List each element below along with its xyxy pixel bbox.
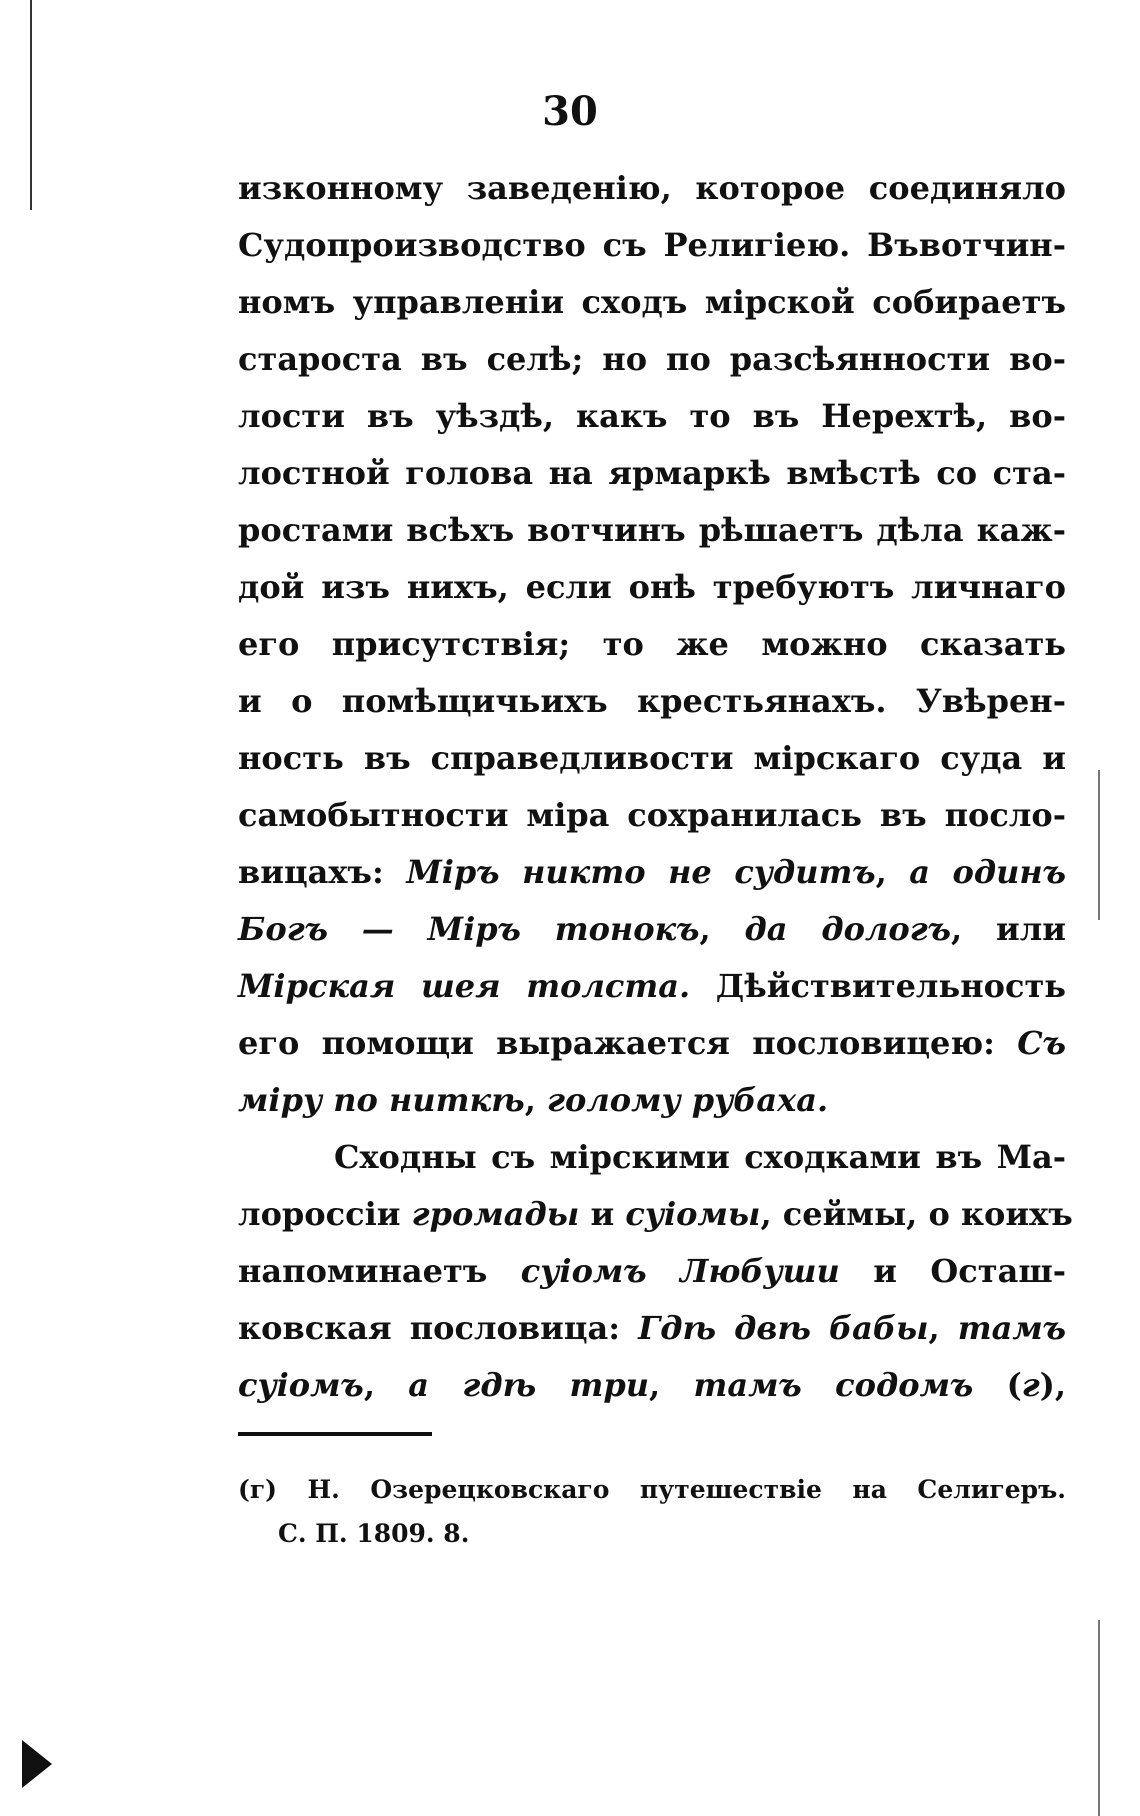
text-segment: С. П. 1809. 8. (278, 1519, 470, 1548)
italic-segment: а гдѣ три (408, 1366, 650, 1404)
italic-segment: а одинъ (909, 853, 1067, 891)
text-line (238, 730, 1066, 787)
italic-segment: громады (411, 1195, 580, 1233)
italic-segment: Богъ — Міръ тонокъ (238, 910, 700, 948)
text-line (238, 160, 1066, 217)
italic-segment: Н. Озерецковскаго (307, 1475, 610, 1504)
text-segment: ность въ справедливости мірскаго суда и (238, 739, 1066, 777)
text-segment: вицахъ: (238, 853, 407, 891)
text-segment: ), (1039, 1366, 1067, 1404)
italic-segment: Мірская шея толста. (238, 967, 691, 1005)
text-line (238, 1129, 1066, 1186)
italic-segment: тамъ содомъ (693, 1366, 974, 1404)
text-segment: ( (973, 1366, 1022, 1404)
text-segment: , (649, 1366, 694, 1404)
text-segment: ростами всѣхъ вотчинъ рѣшаетъ дѣла каж- (238, 511, 1066, 549)
body-text (238, 160, 1073, 1414)
italic-segment: Гдѣ двѣ бабы (638, 1309, 929, 1347)
text-segment: , (363, 1366, 409, 1404)
italic-segment: суіомы (625, 1195, 761, 1233)
text-segment: напоминаетъ (238, 1252, 521, 1290)
text-segment: ( (238, 1475, 250, 1504)
italic-segment: г (249, 1475, 266, 1504)
italic-segment: міру по ниткѣ (238, 1081, 525, 1119)
text-segment: номъ управленіи сходъ мірской собираетъ (238, 283, 1066, 321)
text-segment: лости въ уѣздѣ, какъ то въ Нерехтѣ, во- (238, 397, 1066, 435)
text-segment: ковская пословица: (238, 1309, 639, 1347)
text-segment: Дѣйствительность (690, 967, 1067, 1005)
page-number: 30 (542, 88, 598, 135)
text-line (238, 787, 1066, 844)
text-segment: изконному заведенію, которое соединяло (238, 169, 1066, 207)
text-segment: его присутствія; то же можно сказать (238, 625, 1066, 663)
text-segment: Сходны съ мірскими сходками въ Ма- (334, 1138, 1066, 1176)
text-line (238, 901, 1066, 958)
text-line (238, 274, 1066, 331)
text-line (238, 502, 1066, 559)
text-segment: путешествіе на Селигеръ. (609, 1475, 1066, 1504)
italic-segment: суіомъ Любуши (520, 1252, 840, 1290)
footnote-line (238, 1468, 1066, 1512)
text-segment: , (875, 853, 910, 891)
text-line (238, 1186, 1073, 1243)
text-segment: Судопроизводство съ Религіею. Въвотчин- (238, 226, 1066, 264)
italic-segment: Міръ никто не судитъ (406, 853, 876, 891)
text-segment: дой изъ нихъ, если онѣ требуютъ личнаго (238, 568, 1066, 606)
text-segment: и (579, 1195, 626, 1233)
text-line (238, 331, 1066, 388)
text-line (238, 1015, 1066, 1072)
text-segment: , сеймы, о коихъ (760, 1195, 1073, 1233)
text-segment: староста въ селѣ; но по разсѣянности во- (238, 340, 1066, 378)
text-segment: и Осташ- (839, 1252, 1067, 1290)
text-line (238, 1243, 1066, 1300)
text-segment: , (699, 910, 745, 948)
text-segment: , или (951, 910, 1067, 948)
text-segment: самобытности міра сохранилась въ посло- (238, 796, 1066, 834)
text-line (238, 1300, 1066, 1357)
text-segment: и о помѣщичьихъ крестьянахъ. Увѣрен- (238, 682, 1066, 720)
text-segment: лороссіи (238, 1195, 412, 1233)
italic-segment: Съ (1017, 1024, 1066, 1062)
text-segment: ) (265, 1475, 308, 1504)
text-line (238, 1357, 1066, 1414)
page-corner-mark (22, 1740, 52, 1788)
text-line (238, 445, 1066, 502)
text-line (238, 958, 1066, 1015)
page-edge-right-lower (1098, 1620, 1100, 1816)
text-segment: , (524, 1081, 547, 1119)
text-segment: его помощи выражается пословицею: (238, 1024, 1018, 1062)
text-segment: лостной голова на ярмаркѣ вмѣстѣ со ста- (238, 454, 1066, 492)
text-line (238, 673, 1066, 730)
text-line (238, 1072, 1066, 1129)
text-line (238, 217, 1066, 274)
footnote-rule (238, 1432, 432, 1436)
text-line (238, 616, 1066, 673)
italic-segment: тамъ (957, 1309, 1067, 1347)
text-line (238, 559, 1066, 616)
italic-segment: г (1021, 1366, 1040, 1404)
page-edge-right-upper (1098, 770, 1100, 920)
italic-segment: суіомъ (238, 1366, 364, 1404)
text-line (238, 388, 1066, 445)
italic-segment: да дологъ (744, 910, 951, 948)
text-segment: , (928, 1309, 958, 1347)
footnote (238, 1468, 1066, 1556)
footnote-line (238, 1512, 1066, 1556)
text-line (238, 844, 1066, 901)
italic-segment: голому рубаха. (546, 1081, 829, 1119)
